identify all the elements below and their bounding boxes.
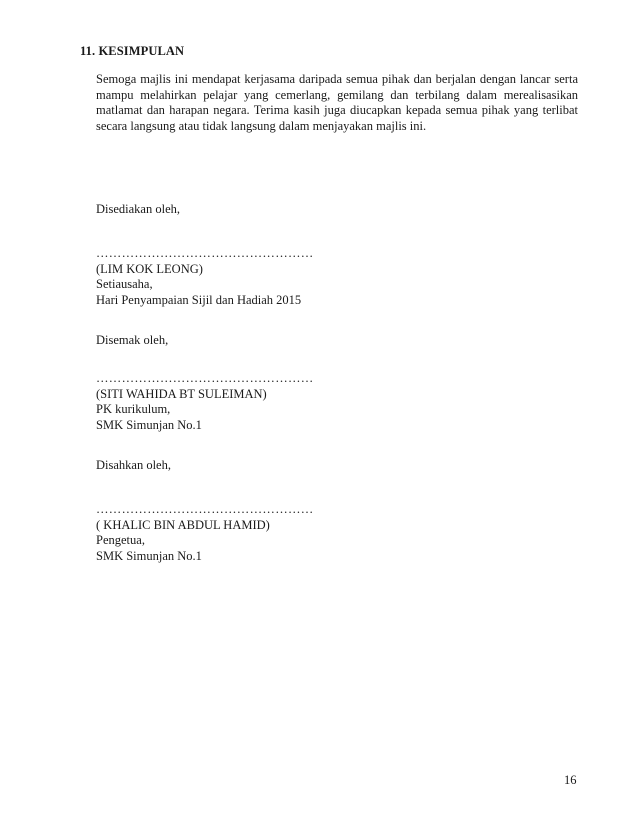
- signature-block-reviewed: [96, 333, 516, 349]
- page-number: 16: [564, 773, 577, 787]
- signature-details-approved: [96, 502, 516, 564]
- signatory-organisation: SMK Simunjan No.1: [96, 417, 202, 432]
- section-heading: 11. KESIMPULAN: [80, 44, 185, 58]
- signature-line: ……………………………………………: [96, 246, 314, 260]
- signatory-name: ( KHALIC BIN ABDUL HAMID): [96, 517, 270, 532]
- signature-details-prepared: [96, 246, 516, 308]
- signatory-name: (LIM KOK LEONG): [96, 261, 203, 276]
- signature-label: Disahkan oleh,: [96, 458, 171, 472]
- signatory-title: Setiausaha,: [96, 277, 153, 291]
- signature-label: Disediakan oleh,: [96, 202, 181, 216]
- signatory-title: Pengetua,: [96, 533, 145, 547]
- signatory-organisation: Hari Penyampaian Sijil dan Hadiah 2015: [96, 292, 302, 307]
- signatory-title: PK kurikulum,: [96, 402, 171, 416]
- signature-block-approved: [96, 458, 516, 474]
- signature-line: ……………………………………………: [96, 502, 314, 516]
- conclusion-paragraph: Semoga majlis ini mendapat kerjasama daripada semua pihak dan berjalan dengan lancar serta mampu melahirkan pelajar yang cemerlang, gemilang dan terbilang dalam merealisasikan matlamat dan harapan negara. Terima kasih juga diucapkan kepada semua pihak yang terlibat secara langsung atau tidak langsung dalam menjayakan majlis ini.: [96, 72, 578, 133]
- signature-label: Disemak oleh,: [96, 333, 169, 347]
- signature-details-reviewed: [96, 371, 516, 433]
- signatory-organisation: SMK Simunjan No.1: [96, 548, 202, 563]
- signatory-name: (SITI WAHIDA BT SULEIMAN): [96, 386, 267, 401]
- signature-line: ……………………………………………: [96, 371, 314, 385]
- signature-block-prepared: [96, 202, 516, 218]
